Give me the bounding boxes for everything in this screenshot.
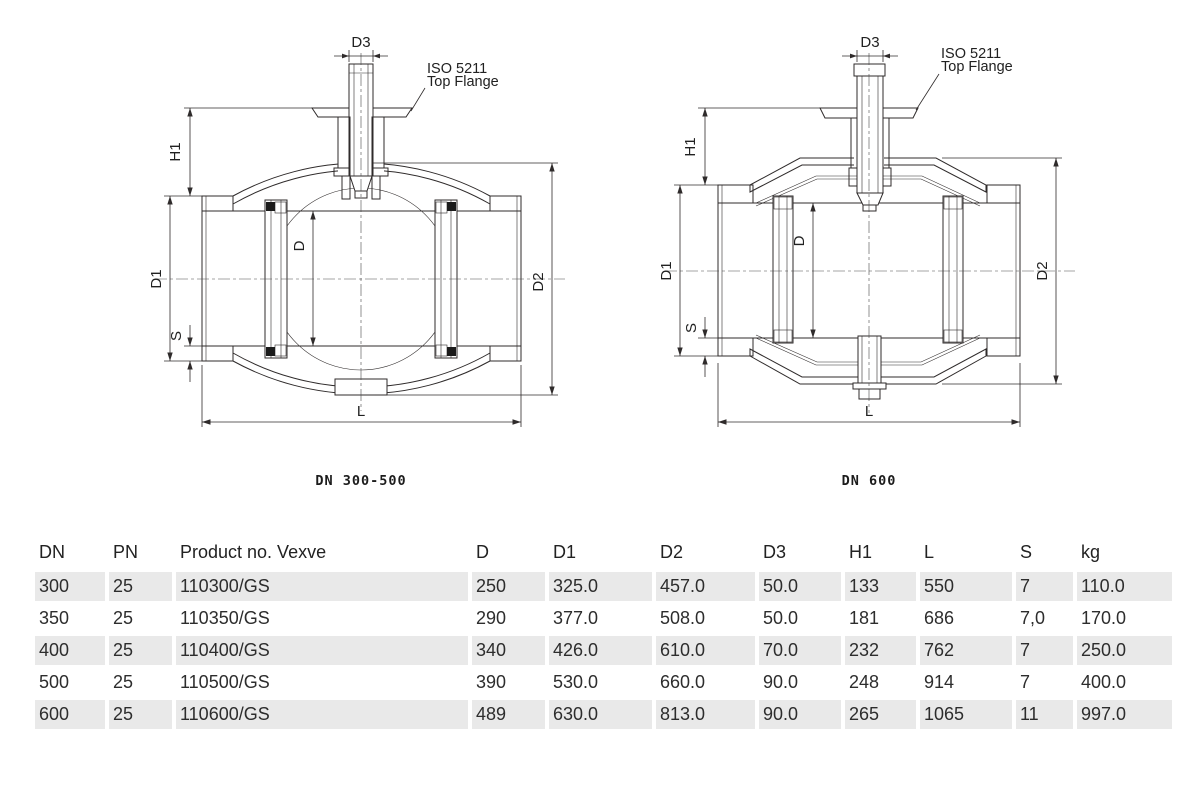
cell: 110350/GS (180, 608, 270, 628)
cell: 25 (113, 608, 134, 628)
dim-label-d1: D1 (148, 269, 165, 289)
iso-note-line1: ISO 5211 (427, 61, 488, 77)
iso-top-flange (820, 108, 857, 118)
cell: 550 (920, 572, 1012, 601)
spec-table (31, 532, 1176, 732)
cell: 25 (109, 700, 172, 729)
pipe-ends (202, 196, 521, 361)
cell: 7 (1020, 672, 1031, 692)
dim-label-d1: D1 (658, 261, 675, 281)
cell: 133 (845, 572, 916, 601)
cell: 265 (845, 700, 916, 729)
valve-drawing-dn300-500 (140, 33, 610, 503)
cell: 7 (1016, 636, 1073, 665)
cell: 500 (39, 672, 70, 692)
figure-caption: DN 300-500 (315, 473, 407, 489)
dim-label-d2: D2 (1034, 261, 1051, 281)
cell: 1065 (920, 700, 1012, 729)
cell: 340 (472, 636, 545, 665)
iso-flange-note (916, 46, 1013, 110)
dim-label-l: L (864, 403, 874, 420)
cell: 110300/GS (176, 572, 468, 601)
cell: 610.0 (656, 636, 755, 665)
table-row (35, 636, 1172, 665)
column-header-pn: PN (113, 542, 139, 562)
column-header-dn: DN (39, 542, 65, 562)
cell: 25 (109, 636, 172, 665)
column-header-h1: H1 (849, 542, 873, 562)
table-row (35, 572, 1172, 601)
iso-note-line2: Top Flange (427, 74, 499, 90)
cell: 686 (924, 608, 955, 628)
iso-note-line1: ISO 5211 (941, 46, 1002, 62)
cell: 25 (109, 572, 172, 601)
column-header-d1: D1 (553, 542, 577, 562)
cell: 90.0 (763, 672, 799, 692)
cell: 7 (1016, 572, 1073, 601)
cell: 110.0 (1077, 572, 1172, 601)
figure-caption: DN 600 (841, 473, 897, 489)
iso-note-line2: Top Flange (941, 59, 1013, 75)
stem (854, 64, 885, 76)
cell: 390 (476, 672, 507, 692)
cell: 110500/GS (180, 672, 270, 692)
cell: 530.0 (553, 672, 599, 692)
dim-label-d: D (791, 235, 808, 247)
cell: 50.0 (763, 608, 799, 628)
dim-label-l: L (356, 403, 366, 420)
cell: 7,0 (1020, 608, 1046, 628)
valve-drawing-dn600 (650, 33, 1120, 503)
cell: 508.0 (660, 608, 706, 628)
cell: 489 (472, 700, 545, 729)
cell: 25 (113, 672, 134, 692)
cell: 400 (35, 636, 105, 665)
iso-flange-note (411, 61, 499, 111)
cell: 50.0 (759, 572, 841, 601)
cell: 914 (924, 672, 955, 692)
table-header-row (35, 535, 1172, 569)
cell: 600 (35, 700, 105, 729)
cell: 70.0 (759, 636, 841, 665)
cell: 350 (39, 608, 70, 628)
cell: 232 (845, 636, 916, 665)
cell: 325.0 (549, 572, 652, 601)
dim-label-s: S (168, 330, 185, 342)
column-header-product: Product no. Vexve (180, 542, 327, 562)
stem-assembly (312, 64, 412, 199)
dim-label-d2: D2 (530, 272, 547, 292)
cell: 250 (472, 572, 545, 601)
cell: 426.0 (549, 636, 652, 665)
dim-label-d3: D3 (860, 34, 880, 51)
valve-drawing-dn600-svg (650, 33, 1120, 503)
cell: 377.0 (553, 608, 599, 628)
cell: 90.0 (759, 700, 841, 729)
cell: 457.0 (656, 572, 755, 601)
column-header-d3: D3 (763, 542, 787, 562)
table-row (35, 700, 1172, 729)
cell: 181 (849, 608, 880, 628)
dim-label-s: S (683, 322, 700, 334)
column-header-d: D (476, 542, 489, 562)
column-header-d2: D2 (660, 542, 684, 562)
cell: 997.0 (1077, 700, 1172, 729)
cell: 11 (1016, 700, 1073, 729)
cell: 250.0 (1077, 636, 1172, 665)
dim-label-d3: D3 (351, 34, 371, 51)
cell: 762 (920, 636, 1012, 665)
cell: 660.0 (660, 672, 706, 692)
dim-label-h1: H1 (167, 142, 184, 162)
column-header-kg: kg (1081, 542, 1101, 562)
cell: 290 (476, 608, 507, 628)
table-row (35, 668, 1172, 697)
cell: 110600/GS (176, 700, 468, 729)
bottom-drain (853, 336, 886, 399)
cell: 170.0 (1081, 608, 1127, 628)
cell: 813.0 (656, 700, 755, 729)
cell: 248 (849, 672, 880, 692)
cell: 400.0 (1081, 672, 1127, 692)
cell: 110400/GS (176, 636, 468, 665)
table-row (35, 604, 1172, 633)
column-header-l: L (924, 542, 935, 562)
cell: 630.0 (549, 700, 652, 729)
column-header-s: S (1020, 542, 1033, 562)
valve-drawing-dn300-500-svg (140, 33, 610, 503)
dim-label-h1: H1 (682, 137, 699, 157)
dim-label-d: D (291, 240, 308, 252)
iso-top-flange (312, 108, 349, 117)
seat-rings (773, 196, 963, 343)
cell: 300 (35, 572, 105, 601)
